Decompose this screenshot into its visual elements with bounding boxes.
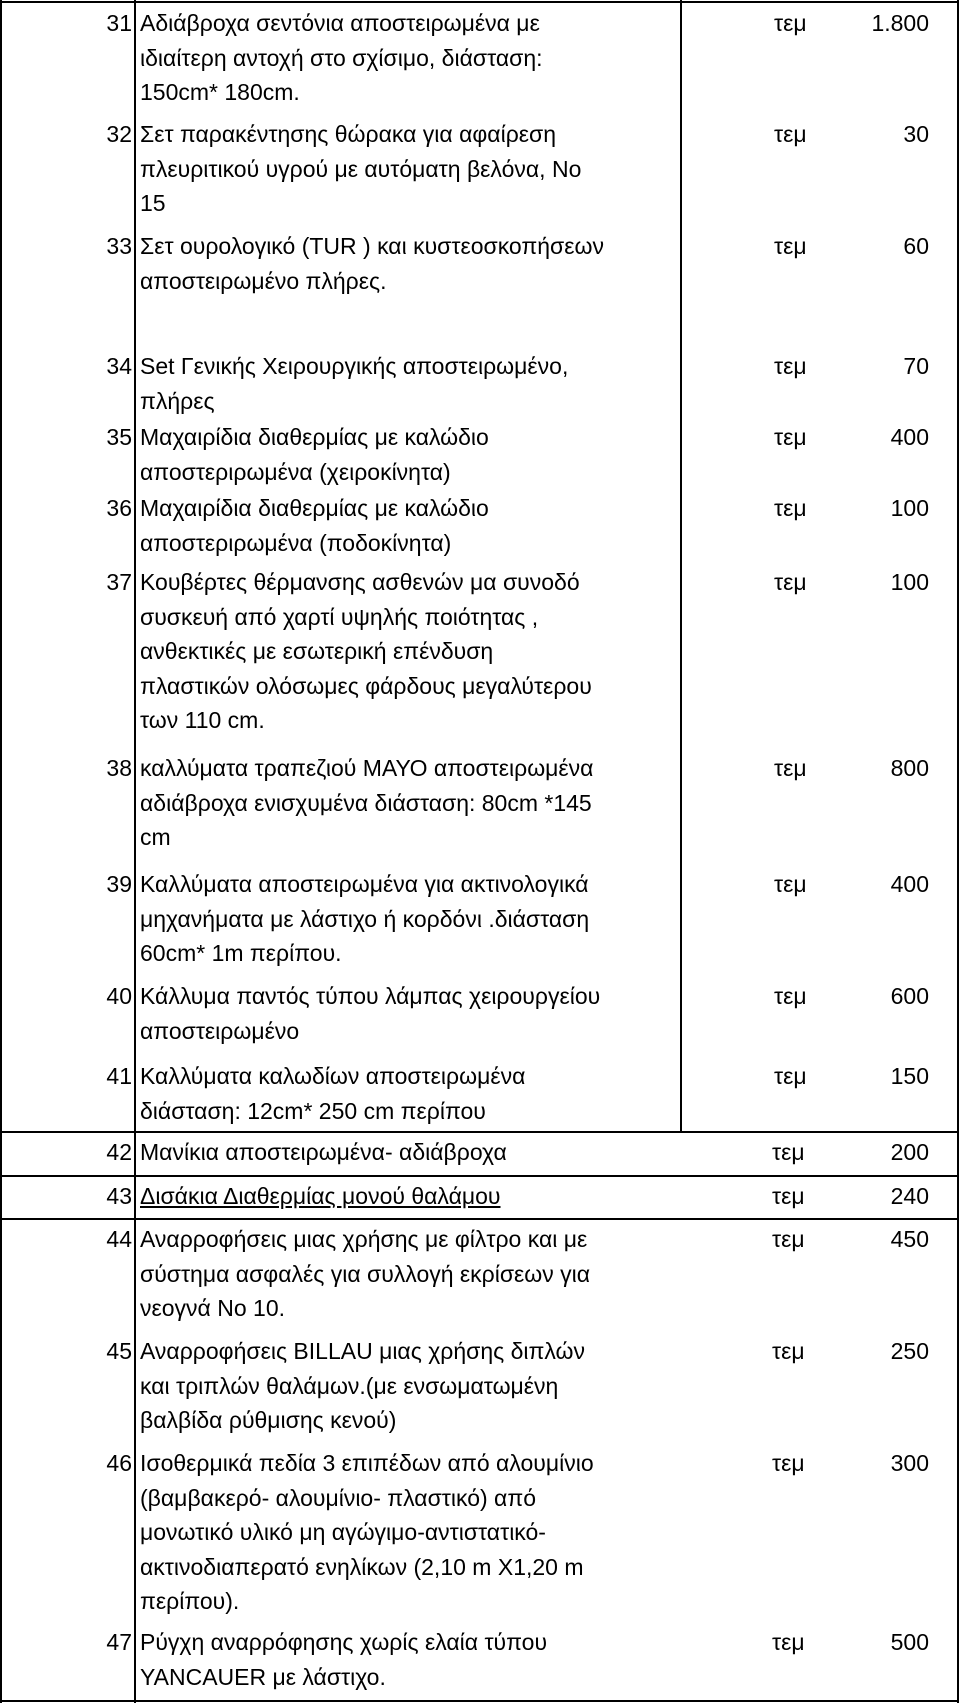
- description-line: Αναρροφήσεις μιας χρήσης με φίλτρο και με: [140, 1226, 588, 1252]
- row-number: 32: [106, 121, 132, 147]
- description-line: Ρύγχη αναρρόφησης χωρίς ελαία τύπου: [140, 1629, 548, 1655]
- description-line: των 110 cm.: [140, 707, 265, 733]
- description-line: Καλλύματα καλωδίων αποστειρωμένα: [140, 1063, 526, 1089]
- quantity-value: 70: [903, 353, 929, 379]
- row-number: 42: [106, 1139, 132, 1165]
- column-divider: [134, 0, 136, 1703]
- row-number: 35: [106, 424, 132, 450]
- quantity-value: 250: [890, 1338, 929, 1364]
- row-number: 37: [106, 569, 132, 595]
- description-line: αποστεριρωμένα (χειροκίνητα): [140, 458, 451, 485]
- item-description: [140, 1334, 585, 1438]
- row-divider: [0, 1131, 959, 1133]
- unit-label: τεμ: [774, 233, 807, 259]
- row-number: 38: [106, 755, 132, 781]
- description-line: Set Γενικής Χειρουργικής αποστειρωμένο,: [140, 353, 569, 379]
- item-description: [140, 6, 543, 110]
- quantity-value: 240: [890, 1183, 929, 1209]
- row-number: 39: [106, 871, 132, 897]
- quantity-value: 60: [903, 233, 929, 259]
- row-number: 47: [106, 1629, 132, 1655]
- unit-label: τεμ: [774, 569, 807, 595]
- description-line: διάσταση: 12cm* 250 cm περίπου: [140, 1097, 486, 1124]
- table-border-left: [0, 0, 2, 1703]
- unit-label: τεμ: [772, 1629, 805, 1655]
- description-line: νεογνά Νο 10.: [140, 1295, 285, 1321]
- item-description: [140, 1446, 594, 1619]
- row-number: 31: [106, 10, 132, 36]
- unit-label: τεμ: [772, 1450, 805, 1476]
- unit-label: τεμ: [774, 1063, 807, 1089]
- quantity-value: 500: [890, 1629, 929, 1655]
- description-line: 150cm* 180cm.: [140, 79, 300, 105]
- description-line: (βαμβακερό- αλουμίνιο- πλαστικό) από: [140, 1484, 536, 1511]
- quantity-value: 300: [890, 1450, 929, 1476]
- row-divider: [0, 1175, 959, 1177]
- description-line: αποστειρωμένο πλήρες.: [140, 267, 387, 294]
- row-number: 45: [106, 1338, 132, 1364]
- description-line: Ισοθερμικά πεδία 3 επιπέδων από αλουμίνιο: [140, 1450, 594, 1476]
- row-number: 46: [106, 1450, 132, 1476]
- item-description: [140, 1059, 525, 1128]
- description-line: YANCAUER με λάστιχο.: [140, 1663, 386, 1690]
- item-description: [140, 420, 489, 489]
- quantity-value: 400: [890, 871, 929, 897]
- description-line: πλήρες: [140, 387, 215, 414]
- quantity-value: 600: [890, 983, 929, 1009]
- unit-label: τεμ: [772, 1183, 805, 1209]
- item-description: [140, 1222, 590, 1326]
- item-description: [140, 1179, 501, 1214]
- description-line: Μαχαιρίδια διαθερμίας με καλώδιο: [140, 495, 489, 521]
- item-description: [140, 867, 589, 971]
- description-line: ιδιαίτερη αντοχή στο σχίσιμο, διάσταση:: [140, 44, 543, 71]
- row-number: 41: [106, 1063, 132, 1089]
- description-line: βαλβίδα ρύθμισης κενού): [140, 1407, 397, 1433]
- unit-label: τεμ: [774, 121, 807, 147]
- description-line: 15: [140, 190, 166, 216]
- description-line: Μαχαιρίδια διαθερμίας με καλώδιο: [140, 424, 489, 450]
- unit-label: τεμ: [774, 755, 807, 781]
- quantity-value: 800: [890, 755, 929, 781]
- item-description: [140, 979, 600, 1048]
- row-number: 43: [106, 1183, 132, 1209]
- item-description: [140, 1625, 547, 1694]
- unit-label: τεμ: [774, 424, 807, 450]
- description-line: αποστειρωμένο: [140, 1017, 300, 1044]
- item-description: [140, 229, 604, 298]
- quantity-value: 150: [890, 1063, 929, 1089]
- quantity-value: 100: [890, 569, 929, 595]
- description-line: μηχανήματα με λάστιχο ή κορδόνι .διάσταση: [140, 905, 590, 932]
- description-line: μονωτικό υλικό μη αγώγιμο-αντιστατικό-: [140, 1519, 546, 1545]
- unit-label: τεμ: [774, 353, 807, 379]
- description-line: σύστημα ασφαλές για συλλογή εκρίσεων για: [140, 1260, 591, 1287]
- description-line: Καλλύματα αποστειρωμένα για ακτινολογικά: [140, 871, 589, 897]
- table-border-top: [0, 1, 959, 3]
- item-description: [140, 349, 568, 418]
- description-line: 60cm* 1m περίπου.: [140, 940, 342, 966]
- item-description: [140, 117, 581, 221]
- unit-label: τεμ: [772, 1139, 805, 1165]
- item-description: [140, 1135, 507, 1170]
- description-line: Σετ ουρολογικό (TUR ) και κυστεοσκοπήσεων: [140, 233, 604, 259]
- description-line: Σετ παρακέντησης θώρακα για αφαίρεση: [140, 121, 557, 147]
- description-line: Αδιάβροχα σεντόνια αποστειρωμένα με: [140, 10, 540, 36]
- row-number: 34: [106, 353, 132, 379]
- description-line: πλαστικών ολόσωμες φάρδους μεγαλύτερου: [140, 672, 592, 699]
- description-line: Μανίκια αποστειρωμένα- αδιάβροχα: [140, 1139, 507, 1165]
- row-divider: [0, 1218, 959, 1220]
- item-description: [140, 751, 593, 855]
- description-line: ανθεκτικές με εσωτερική επένδυση: [140, 638, 494, 664]
- item-description: [140, 565, 592, 738]
- description-line: αποστεριρωμένα (ποδοκίνητα): [140, 529, 452, 556]
- unit-label: τεμ: [774, 10, 807, 36]
- table-border-bottom: [0, 1700, 959, 1702]
- description-line: και τριπλών θαλάμων.(με ενσωματωμένη: [140, 1372, 559, 1399]
- description-line: ακτινοδιαπερατό ενηλίκων (2,10 m X1,20 m: [140, 1553, 584, 1580]
- quantity-value: 30: [903, 121, 929, 147]
- row-number: 40: [106, 983, 132, 1009]
- description-line: Κουβέρτες θέρμανσης ασθενών μα συνοδό: [140, 569, 580, 595]
- quantity-value: 100: [890, 495, 929, 521]
- description-line: αδιάβροχα ενισχυμένα διάσταση: 80cm *145: [140, 789, 592, 816]
- row-number: 44: [106, 1226, 132, 1252]
- description-line: Κάλλυμα παντός τύπου λάμπας χειρουργείου: [140, 983, 601, 1009]
- unit-label: τεμ: [774, 983, 807, 1009]
- description-line: καλλύματα τραπεζιού ΜΑΥΟ αποστειρωμένα: [140, 755, 594, 781]
- quantity-value: 200: [890, 1139, 929, 1165]
- description-line: συσκευή από χαρτί υψηλής ποιότητας ,: [140, 603, 539, 630]
- unit-label: τεμ: [774, 871, 807, 897]
- description-line: cm: [140, 824, 171, 850]
- unit-label: τεμ: [774, 495, 807, 521]
- description-line: πλευριτικού υγρού με αυτόματη βελόνα, Νο: [140, 155, 582, 182]
- unit-column-divider-upper: [680, 0, 682, 1131]
- table-border-right: [957, 0, 959, 1703]
- quantity-value: 1.800: [871, 10, 929, 36]
- unit-label: τεμ: [772, 1226, 805, 1252]
- item-description: [140, 491, 489, 560]
- description-line: Δισάκια Διαθερμίας μονού θαλάμου: [140, 1183, 501, 1209]
- quantity-value: 450: [890, 1226, 929, 1252]
- description-line: Αναρροφήσεις BILLAU μιας χρήσης διπλών: [140, 1338, 586, 1364]
- row-number: 36: [106, 495, 132, 521]
- unit-label: τεμ: [772, 1338, 805, 1364]
- row-number: 33: [106, 233, 132, 259]
- description-line: περίπου).: [140, 1588, 240, 1614]
- quantity-value: 400: [890, 424, 929, 450]
